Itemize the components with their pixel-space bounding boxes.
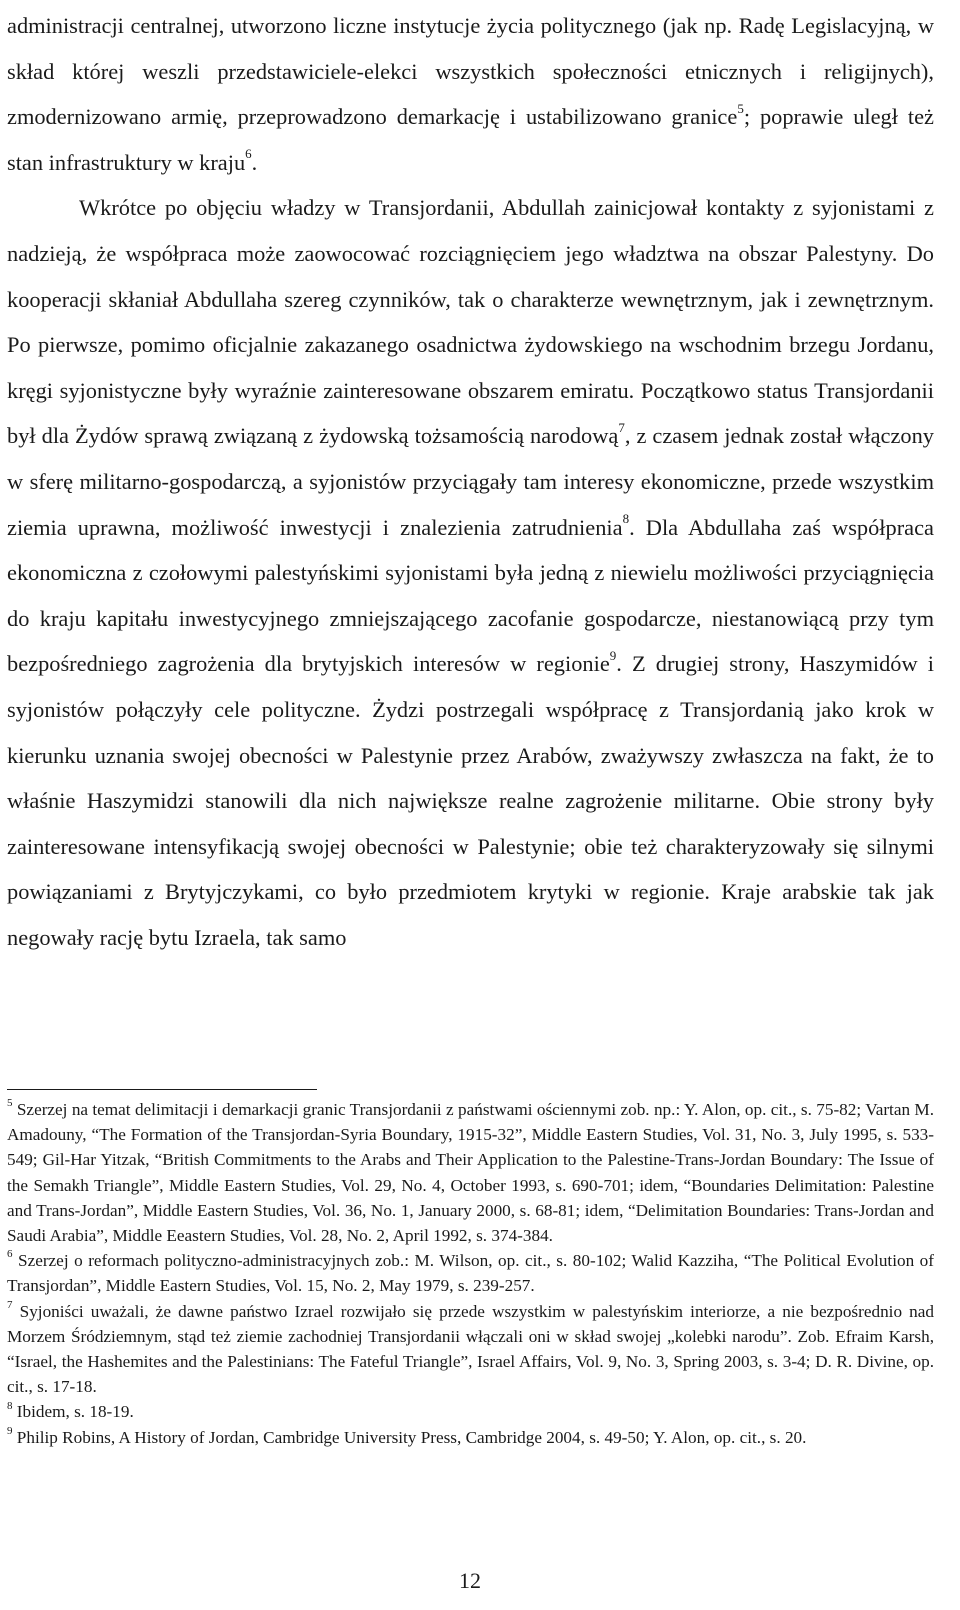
footnote-ref-8[interactable]: 8 (622, 511, 630, 527)
footnote-number: 5 (7, 1097, 13, 1110)
paragraph-1-text-a: administracji centralnej, utworzono liczne instytucje życia politycznego (jak np. Radę Legislacyjną, w skład której weszli przedstawiciele-elekci wszystkich społeczności etnicznych i religijnych), zmodernizowano armię, przeprowadzono demarkację i ustabilizowano granice (7, 13, 934, 130)
footnote-9 (7, 1425, 934, 1450)
paragraph-1 (7, 0, 934, 960)
footnote-number: 9 (7, 1424, 13, 1437)
footnote-8 (7, 1399, 934, 1424)
footnote-ref-5[interactable]: 5 (737, 100, 744, 116)
paragraph-2-text-a: Wkrótce po objęciu władzy w Transjordanii, Abdullah zainicjował kontakty z syjonistami z nadzieją, że współpraca może zaowocować rozciągnięciem jego władztwa na obszar Palestyny. Do kooperacji skłaniał Abdullaha szereg czynników, tak o charakterze wewnętrznym, jak i zewnętrznym. Po pierwsze, pomimo oficjalnie zakazanego osadnictwa żydowskiego na wschodnim brzegu Jordanu, kręgi syjonistyczne były wyraźnie zainteresowane obszarem emiratu. Początkowo status Transjordanii był dla Żydów sprawą związaną z żydowską tożsamością narodową (7, 195, 934, 449)
footnote-6 (7, 1248, 934, 1298)
footnote-text: Szerzej o reformach polityczno-administracyjnych zob.: M. Wilson, op. cit., s. 80-102; Walid Kazziha, “The Political Evolution of Transjordan”, Middle Eastern Studies, Vol. 15, No. 2, May 1979, s. 239-257. (7, 1251, 934, 1296)
footnote-text: Szerzej na temat delimitacji i demarkacji granic Transjordanii z państwami ościennymi zob. np.: Y. Alon, op. cit., s. 75-82; Vartan M. Amadouny, “The Formation of the Transjordan-Syria Boundary, 1915-32”, Middle Eastern Studies, Vol. 31, No. 3, July 1995, s. 533-549; Gil-Har Yitzak, “British Commitments to the Arabs and Their Application to the Palestine-Trans-Jordan Boundary: The Issue of the Semakh Triangle”, Middle Eastern Studies, Vol. 29, No. 4, October 1993, s. 690-701; idem, “Boundaries Delimitation: Palestine and Trans-Jordan”, Middle Eastern Studies, Vol. 36, No. 1, January 2000, s. 68-81; idem, “Delimitation Boundaries: Trans-Jordan and Saudi Arabia”, Middle Eeastern Studies, Vol. 28, No. 2, April 1992, s. 374-384. (7, 1100, 934, 1246)
footnote-separator (7, 1089, 317, 1090)
document-page (7, 0, 935, 1447)
footnotes (7, 1097, 934, 1450)
paragraph-1-text-b: ; poprawie uległ też stan infrastruktury w kraju (7, 104, 934, 175)
footnote-text: Philip Robins, A History of Jordan, Cambridge University Press, Cambridge 2004, s. 49-50; Y. Alon, op. cit., s. 20. (16, 1427, 807, 1447)
paragraph-2-text-b: , z czasem jednak został włączony w sferę militarno-gospodarczą, a syjonistów przyciągały tam interesy ekonomiczne, przede wszystkim ziemia uprawna, możliwość inwestycji i znalezienia zatrudnienia (7, 423, 934, 540)
paragraph-2-text-d: . Z drugiej strony, Haszymidów i syjonistów połączyły cele polityczne. Żydzi postrzegali współpracę z Transjordanią jako krok w kierunku uznania swojej obecności w Palestynie przez Arabów, zważywszy zwłaszcza na fakt, że to właśnie Haszymidzi stanowili dla nich największe realne zagrożenie militarne. Obie strony były zainteresowane intensyfikacją swojej obecności w Palestynie; obie też charakteryzowały się silnymi powiązaniami z Brytyjczykami, co było przedmiotem krytyki w regionie. Kraje arabskie tak jak negowały rację bytu Izraela, tak samo (7, 651, 934, 950)
footnote-text: Syjoniści uważali, że dawne państwo Izrael rozwijało się przede wszystkim w palestyńskim interiorze, a nie bezpośrednio nad Morzem Śródziemnym, stąd też ziemie zachodniej Transjordanii włączali oni w skład swojej „kolebki narodu”. Zob. Efraim Karsh, “Israel, the Hashemites and the Palestinians: The Fateful Triangle”, Israel Affairs, Vol. 9, No. 3, Spring 2003, s. 3-4; D. R. Divine, op. cit., s. 17-18. (7, 1301, 935, 1397)
paragraph-1-text-c: . (251, 149, 258, 175)
footnote-number: 8 (7, 1399, 13, 1412)
footnote-ref-6[interactable]: 6 (245, 146, 252, 162)
footnote-text: Ibidem, s. 18-19. (16, 1402, 134, 1422)
footnote-number: 7 (7, 1298, 13, 1311)
footnote-ref-7[interactable]: 7 (618, 419, 625, 435)
footnote-number: 6 (7, 1248, 13, 1261)
page-number: 12 (459, 1568, 481, 1593)
footnote-5 (7, 1097, 934, 1248)
footnote-ref-9[interactable]: 9 (609, 647, 617, 663)
paragraph-2-text-c: . Dla Abdullaha zaś współpraca ekonomiczna z czołowymi palestyńskimi syjonistami była jedną z niewielu możliwości przyciągnięcia do kraju kapitału inwestycyjnego zmniejszającego zacofanie gospodarcze, niestanowiącą przy tym bezpośredniego zagrożenia dla brytyjskich interesów w regionie (7, 514, 934, 677)
footnote-7 (7, 1299, 934, 1400)
